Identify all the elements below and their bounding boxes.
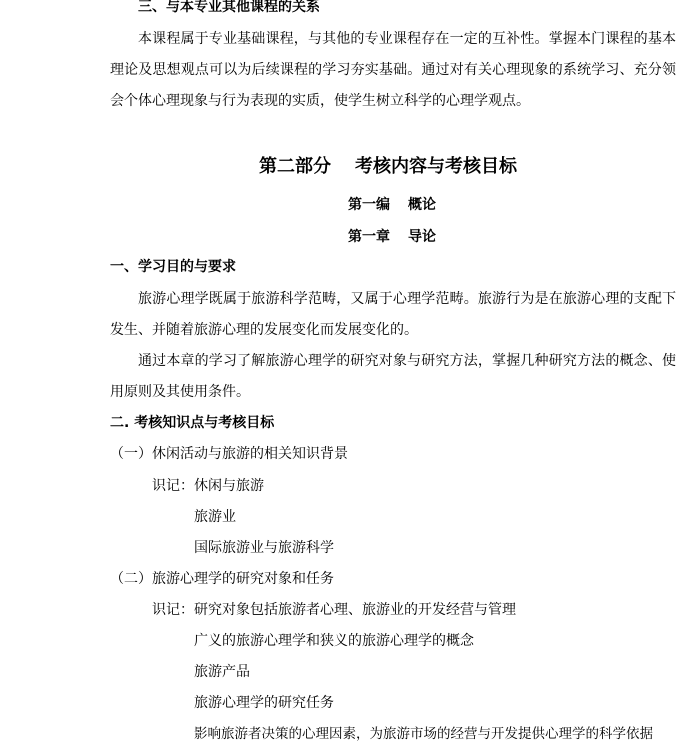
- part-label: 第二部分: [259, 156, 331, 177]
- chapter-title: [348, 227, 436, 247]
- section-heading-course-relations: 三、与本专业其他课程的关系: [138, 0, 320, 15]
- learning-goals-paragraph-2: 通过本章的学习了解旅游心理学的研究对象与研究方法，掌握几种研究方法的概念、使用原则及其使用条件。: [110, 353, 676, 400]
- unit-label: 第一编: [348, 197, 390, 213]
- part-name: 考核内容与考核目标: [355, 156, 517, 177]
- subsection-title-leisure-tourism: （一）休闲活动与旅游的相关知识背景: [110, 446, 348, 462]
- recall-item: 国际旅游业与旅游科学: [194, 540, 334, 556]
- unit-name: 概论: [408, 197, 436, 213]
- recall-label: 识记：: [152, 602, 194, 618]
- chapter-name: 导论: [408, 229, 436, 245]
- recall-item: 旅游心理学的研究任务: [194, 695, 334, 711]
- recall-label: 识记：: [152, 478, 194, 494]
- section-heading-exam-points: 二. 考核知识点与考核目标: [110, 415, 275, 431]
- subsection-title-research-object: （二）旅游心理学的研究对象和任务: [110, 571, 334, 587]
- recall-item: 旅游产品: [194, 664, 250, 680]
- course-relations-paragraph: 本课程属于专业基础课程，与其他的专业课程存在一定的互补性。掌握本门课程的基本理论及思想观点可以为后续课程的学习夯实基础。通过对有关心理现象的系统学习、充分领会个体心理现象与行为表现的实质，使学生树立科学的心理学观点。: [110, 31, 676, 109]
- chapter-label: 第一章: [348, 229, 390, 245]
- part-title: [259, 155, 517, 179]
- learning-goals-paragraph-1: 旅游心理学既属于旅游科学范畴，又属于心理学范畴。旅游行为是在旅游心理的支配下发生、并随着旅游心理的发展变化而发展变化的。: [110, 291, 676, 338]
- recall-item: 旅游业: [194, 509, 236, 525]
- recall-item: 休闲与旅游: [194, 478, 264, 494]
- recall-item: 广义的旅游心理学和狭义的旅游心理学的概念: [194, 633, 474, 649]
- unit-title: [348, 195, 436, 215]
- recall-item: 影响旅游者决策的心理因素，为旅游市场的经营与开发提供心理学的科学依据: [194, 726, 653, 742]
- section-heading-learning-goals: 一、学习目的与要求: [110, 259, 236, 275]
- recall-item: 研究对象包括旅游者心理、旅游业的开发经营与管理: [194, 602, 516, 618]
